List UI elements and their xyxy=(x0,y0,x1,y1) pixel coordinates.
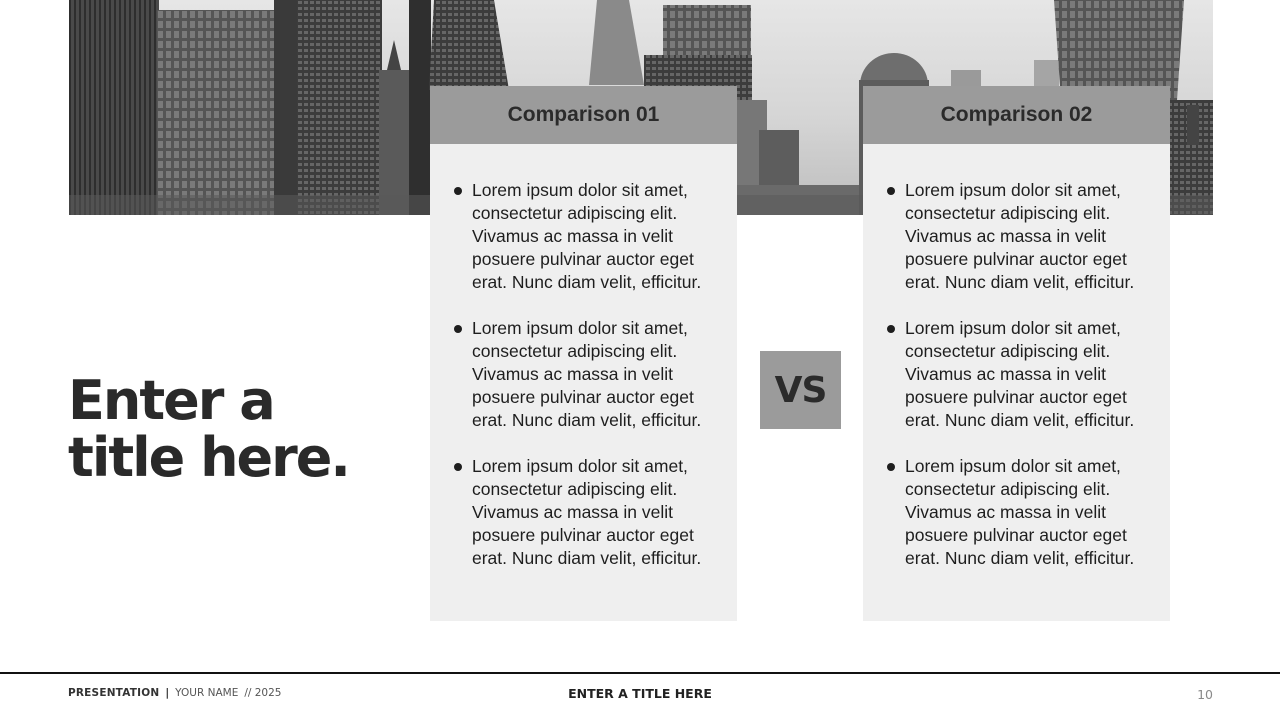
list-item xyxy=(905,317,1150,432)
footer-divider xyxy=(0,672,1280,674)
list-item-text: Lorem ipsum dolor sit amet, consectetur adipiscing elit. Vivamus ac massa in velit posuere pulvinar auctor eget erat. Nunc diam velit, efficitur. xyxy=(472,180,702,292)
bullet-icon xyxy=(887,187,895,195)
list-item-text: Lorem ipsum dolor sit amet, consectetur adipiscing elit. Vivamus ac massa in velit posuere pulvinar auctor eget erat. Nunc diam velit, efficitur. xyxy=(472,318,702,430)
list-item xyxy=(472,455,717,570)
bullet-icon xyxy=(887,463,895,471)
slide-title-line-1: Enter a xyxy=(68,369,274,432)
list-item-text: Lorem ipsum dolor sit amet, consectetur adipiscing elit. Vivamus ac massa in velit posuere pulvinar auctor eget erat. Nunc diam velit, efficitur. xyxy=(905,180,1135,292)
list-item-text: Lorem ipsum dolor sit amet, consectetur adipiscing elit. Vivamus ac massa in velit posuere pulvinar auctor eget erat. Nunc diam velit, efficitur. xyxy=(905,456,1135,568)
comparison-card-01-list xyxy=(430,144,737,570)
list-item xyxy=(905,455,1150,570)
bullet-icon xyxy=(887,325,895,333)
list-item xyxy=(472,317,717,432)
list-item-text: Lorem ipsum dolor sit amet, consectetur adipiscing elit. Vivamus ac massa in velit posuere pulvinar auctor eget erat. Nunc diam velit, efficitur. xyxy=(472,456,702,568)
slide-title xyxy=(68,369,398,489)
comparison-card-01 xyxy=(430,86,737,621)
comparison-card-02-list xyxy=(863,144,1170,570)
bullet-icon xyxy=(454,463,462,471)
footer-separator: | xyxy=(165,687,170,699)
list-item xyxy=(905,179,1150,294)
comparison-card-01-title: Comparison 01 xyxy=(430,86,737,144)
bullet-icon xyxy=(454,325,462,333)
footer-brand: PRESENTATION xyxy=(68,687,160,699)
footer-title: ENTER A TITLE HERE xyxy=(568,686,712,701)
page-number: 10 xyxy=(1197,687,1213,702)
vs-badge: VS xyxy=(760,351,841,429)
comparison-card-02 xyxy=(863,86,1170,621)
comparison-card-02-title: Comparison 02 xyxy=(863,86,1170,144)
bullet-icon xyxy=(454,187,462,195)
footer-year: // 2025 xyxy=(244,687,282,699)
list-item xyxy=(472,179,717,294)
footer-author: YOUR NAME xyxy=(175,687,239,699)
list-item-text: Lorem ipsum dolor sit amet, consectetur adipiscing elit. Vivamus ac massa in velit posuere pulvinar auctor eget erat. Nunc diam velit, efficitur. xyxy=(905,318,1135,430)
slide-title-line-2: title here. xyxy=(68,426,349,489)
